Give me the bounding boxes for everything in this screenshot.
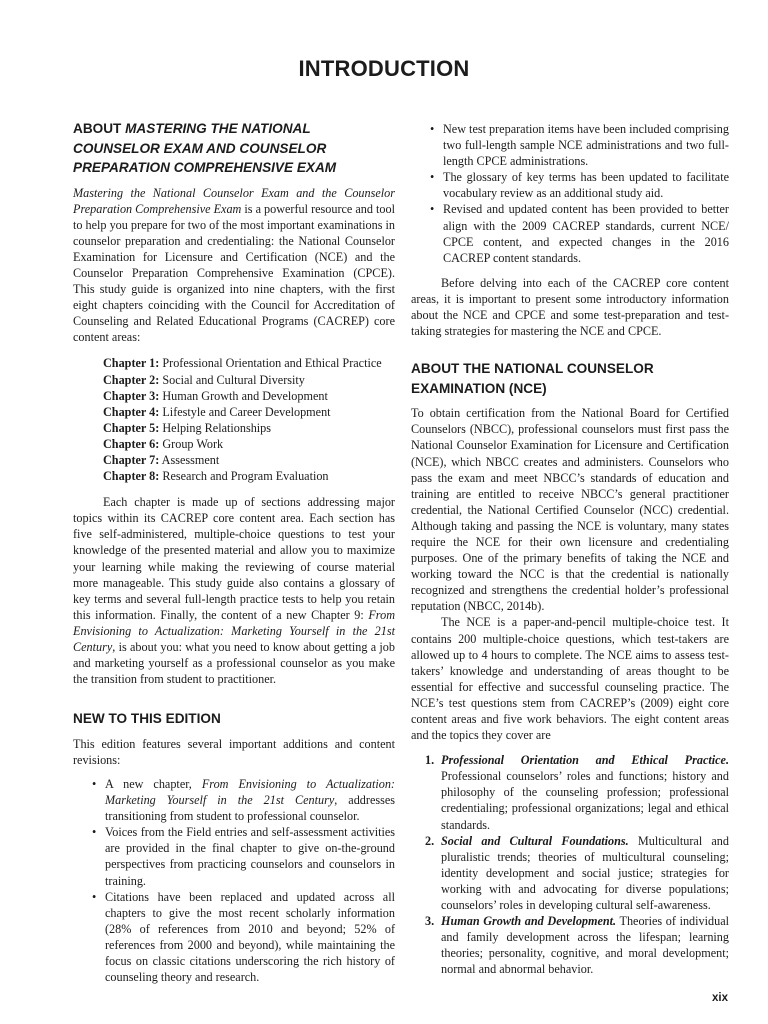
nce-paragraph-1: To obtain certification from the National Board for Certified Counselors (NBCC), professional counselors must first pass the National Counselor Examination for Licensure and Certification (NCE), which NBCC creates and administers. Counselors who pass the exam and meet NBCC’s standards of education and training are entitled to receive NBCC’s general practitioner credential, the National Certified Counselor (NCC) credential. Although taking and passing the NCE is voluntary, many states require the NCE for their own licensure and credentialing purposes. One of the primary benefits of taking the NCE and working toward the NCC is that the credential is nationally recognized and strengthens the credential holder’s professional reputation (NBCC, 2014b).: [411, 406, 729, 614]
new-edition-list: [73, 776, 395, 985]
page-title: INTRODUCTION: [298, 56, 470, 81]
chapter-item: Chapter 2: Social and Cultural Diversity: [103, 372, 305, 387]
new-edition-intro: This edition features several important additions and content revisions:: [73, 736, 395, 767]
page-number: xix: [712, 992, 728, 1004]
right-column: [411, 121, 729, 978]
list-item: • Revised and updated content has been provided to better align with the 2009 CACREP standards, current NCE/ CPCE content, and expected changes in the 2016 CACREP content standards.: [443, 201, 729, 265]
about-heading: ABOUT MASTERING THE NATIONAL COUNSELOR EXAM AND COUNSELOR PREPARATION COMPREHENSIVE EXAM: [73, 121, 337, 175]
list-item: 3. Human Growth and Development. Theories of individual and family development across the lifespan; learning theories; personality, cognitive, and moral development; normal and abnormal behavior.: [425, 914, 729, 977]
chapter-item: Chapter 6: Group Work: [103, 436, 224, 451]
about-paragraph-1: Mastering the National Counselor Exam and the Counselor Preparation Comprehensive Exam is a powerful resource and tool to help you prepare for two of the most important examinations in counselor preparation and credentialing: the National Counselor Examination for Licensure and Certification (NCE) and the Counselor Preparation Comprehensive Examination (CPCE). This study guide is organized into nine chapters, with the first eight chapters coinciding with the Council for Accreditation of Counseling and Related Educational Programs (CACREP) core content areas:: [73, 185, 395, 345]
list-item: • New test preparation items have been included comprising two full-length sample NCE administrations and two full-length CPCE administrations.: [443, 121, 729, 169]
chapter-item: Chapter 1: Professional Orientation and Ethical Practice: [103, 356, 382, 371]
list-item: • The glossary of key terms has been updated to facilitate vocabulary review as an additional study aid.: [443, 169, 729, 201]
chapter-item: Chapter 7: Assessment: [103, 453, 220, 467]
left-column: [73, 119, 395, 985]
new-edition-list-continued: [411, 121, 729, 266]
chapter-item: Chapter 8: Research and Program Evaluation: [103, 469, 329, 484]
list-item: 1. Professional Orientation and Ethical Practice. Professional counselors’ roles and functions; history and philosophy of the counseling profession; professional credentialing; professional organizations; legal and ethical standards.: [425, 753, 729, 832]
content-area-list: [411, 752, 729, 977]
list-item: • Voices from the Field entries and self-assessment activities are provided in the final chapter to give on-the-ground perspectives from practicing counselors and counselors in training.: [105, 824, 395, 888]
about-paragraph-2: Each chapter is made up of sections addressing major topics within its CACREP core content area. Each section has five self-administered, multiple-choice questions to test your knowledge of the presented material and allow you to maximize your learning while making the reviewing of course material more manageable. This study guide also contains a glossary of key terms and several full-length practice tests to help you retain this information. Finally, the content of a new Chapter 9: From Envisioning to Actualization: Marketing Yourself in the 21st Century, is about you: what you need to know about getting a job and marketing yourself as a professional counselor as you make the transition from student to practitioner.: [73, 495, 395, 687]
chapter-item: Chapter 4: Lifestyle and Career Development: [103, 404, 331, 419]
list-item: • Citations have been replaced and updated across all chapters to give the most recent scholarly information (28% of references from 2010 and beyond; 52% of references from 2000 and beyond), while maintaining the focus on classic citations underscoring the rich history of counseling theory and research.: [105, 889, 395, 986]
chapter-list: [103, 355, 395, 484]
chapter-item: Chapter 3: Human Growth and Development: [103, 388, 328, 403]
list-item: 2. Social and Cultural Foundations. Multicultural and pluralistic trends; theories of multicultural counseling; identity development and social justice; strategies for working with and advocating for diverse populations; counselors’ roles in developing cultural self-awareness.: [425, 833, 729, 913]
new-edition-heading: NEW TO THIS EDITION: [73, 711, 221, 727]
nce-heading: ABOUT THE NATIONAL COUNSELOR EXAMINATION (NCE): [411, 361, 654, 396]
chapter-item: Chapter 5: Helping Relationships: [103, 420, 272, 435]
list-item: • A new chapter, From Envisioning to Actualization: Marketing Yourself in the 21st Century, addresses transitioning from student to professional counselor.: [105, 776, 395, 824]
nce-paragraph-2: The NCE is a paper-and-pencil multiple-choice test. It contains 200 multiple-choice questions, which test-takers are allowed up to 4 hours to complete. The NCE aims to assess test-takers’ knowledge and understanding of areas thought to be essential for effective and successful counseling practice. The NCE’s test questions stem from CACREP’s (2009) eight core content areas and five work behaviors. The eight content areas and the topics they cover are: [411, 615, 729, 743]
new-edition-closing: Before delving into each of the CACREP core content areas, it is important to present some introductory information about the NCE and CPCE and some test-preparation and test-taking strategies for mastering the NCE and CPCE.: [411, 275, 729, 339]
